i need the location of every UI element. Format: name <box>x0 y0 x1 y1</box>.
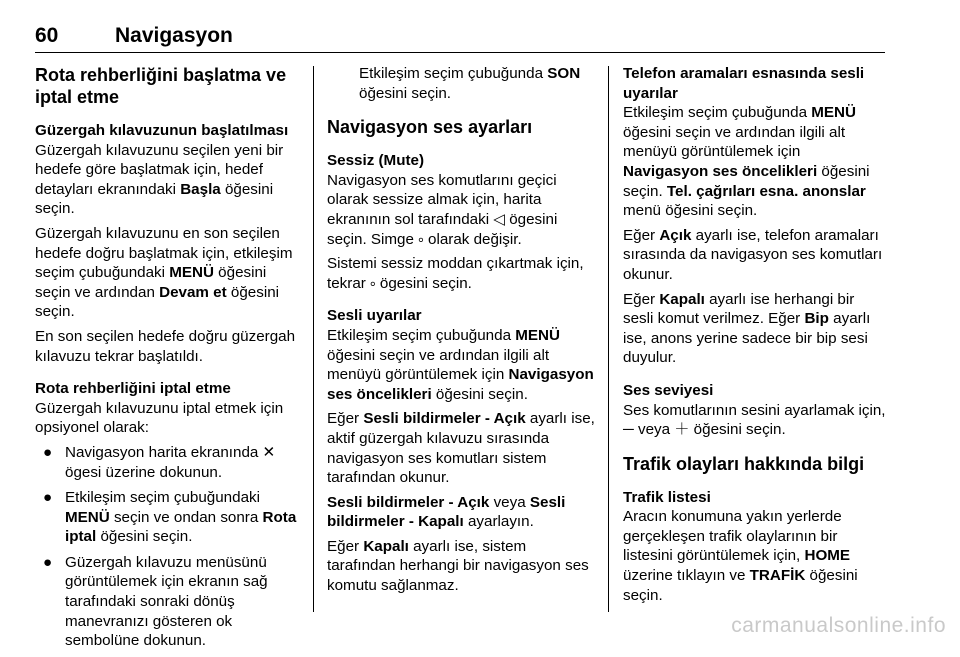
column-right <box>623 64 888 610</box>
column-left <box>35 64 303 657</box>
paragraph: Navigasyon ses komutlarını geçici olarak sessize almak için, harita ekranının sol tarafındaki ◁ ögesini seçin. Simge ༚ olarak değişir. <box>327 171 558 248</box>
paragraph: Sesli bildirmeler - Açık veya Sesli bildirmeler - Kapalı ayarlayın. <box>327 493 566 531</box>
paragraph: Eğer Açık ayarlı ise, telefon aramaları sırasında da navigasyon ses komutları okunur. <box>623 226 883 283</box>
paragraph: Etkileşim seçim çubuğunda SON öğesini seçin. <box>359 65 581 102</box>
subheading: Sesli uyarılar <box>327 307 422 325</box>
paragraph: Güzergah kılavuzunu en son seçilen hedefe doğru başlatmak için, etkileşim seçim çubuğundaki MENÜ öğesini seçin ve ardından Devam et öğesini seçin. <box>35 224 293 321</box>
list-item: ● Etkileşim seçim çubuğundaki MENÜ seçin ve ondan sonra Rota iptal öğesini seçin. <box>43 489 297 546</box>
paragraph: Eğer Sesli bildirmeler - Açık ayarlı ise, aktif güzergah kılavuzu sırasında navigasyon ses komutları sistem tarafından okunur. <box>327 410 595 487</box>
watermark: carmanualsonline.info <box>731 614 946 637</box>
paragraph: En son seçilen hedefe doğru güzergah kılavuzu tekrar başlatıldı. <box>35 327 296 365</box>
paragraph: Ses komutlarının sesini ayarlamak için, ─ veya ＋ öğesini seçin. <box>623 401 886 439</box>
bullet-icon: ● <box>43 553 53 571</box>
subheading: Güzergah kılavuzunun başlatılması <box>35 122 289 139</box>
subheading: Telefon aramaları esnasında sesli uyarılar <box>623 65 865 102</box>
paragraph: Güzergah kılavuzunu seçilen yeni bir hedefe göre başlatmak için, hedef detayları ekranındaki Başla öğesini seçin. <box>35 141 284 218</box>
paragraph: Eğer Kapalı ayarlı ise herhangi bir sesli komut verilmez. Eğer Bip ayarlı ise, anons yerine sadece bir bip sesi duyulur. <box>623 290 871 367</box>
column-middle <box>327 64 595 601</box>
bullet-list <box>35 443 303 651</box>
bullet-icon: ● <box>43 443 53 461</box>
list-item: ● Güzergah kılavuzu menüsünü görüntülemek için ekranın sağ tarafındaki sonraki dönüş manevranızı gösteren ok sembolüne dokunun. <box>43 553 268 650</box>
page-number: 60 <box>35 24 59 47</box>
section-heading: Navigasyon ses ayarları <box>327 117 533 138</box>
running-title: Navigasyon <box>115 24 233 47</box>
page-header <box>35 22 885 53</box>
column-divider <box>313 66 314 612</box>
subheading: Trafik listesi <box>623 488 711 506</box>
paragraph: Güzergah kılavuzunu iptal etmek için opsiyonel olarak: <box>35 399 284 437</box>
list-item: ● Navigasyon harita ekranında ✕ ögesi üzerine dokunun. <box>43 443 276 481</box>
paragraph: Etkileşim seçim çubuğunda MENÜ öğesini seçin ve ardından ilgili alt menüyü görüntülemek için Navigasyon ses öncelikleri öğesini seçin. Tel. çağrıları esna. anonslar menü öğesini seçin. <box>623 104 870 220</box>
subheading: Sessiz (Mute) <box>327 152 425 170</box>
subheading: Ses seviyesi <box>623 381 714 399</box>
bullet-icon: ● <box>43 489 53 507</box>
section-heading: Trafik olayları hakkında bilgi <box>623 453 865 474</box>
section-heading: Rota rehberliğini başlatma ve iptal etme <box>35 65 287 107</box>
paragraph: Eğer Kapalı ayarlı ise, sistem tarafından herhangi bir navigasyon ses komutu sağlanmaz. <box>327 537 589 595</box>
column-divider <box>608 66 609 612</box>
paragraph: Etkileşim seçim çubuğunda MENÜ öğesini seçin ve ardından ilgili alt menüyü görüntülemek için Navigasyon ses öncelikleri öğesini seçin. <box>327 326 594 403</box>
subheading: Rota rehberliğini iptal etme <box>35 380 231 398</box>
paragraph: Sistemi sessiz moddan çıkartmak için, tekrar ༚ ögesini seçin. <box>327 255 584 292</box>
paragraph: Aracın konumuna yakın yerlerde gerçekleşen trafik olaylarının bir listesini görüntülemek için, HOME üzerine tıklayın ve TRAFİK öğesini seçin. <box>623 508 858 604</box>
